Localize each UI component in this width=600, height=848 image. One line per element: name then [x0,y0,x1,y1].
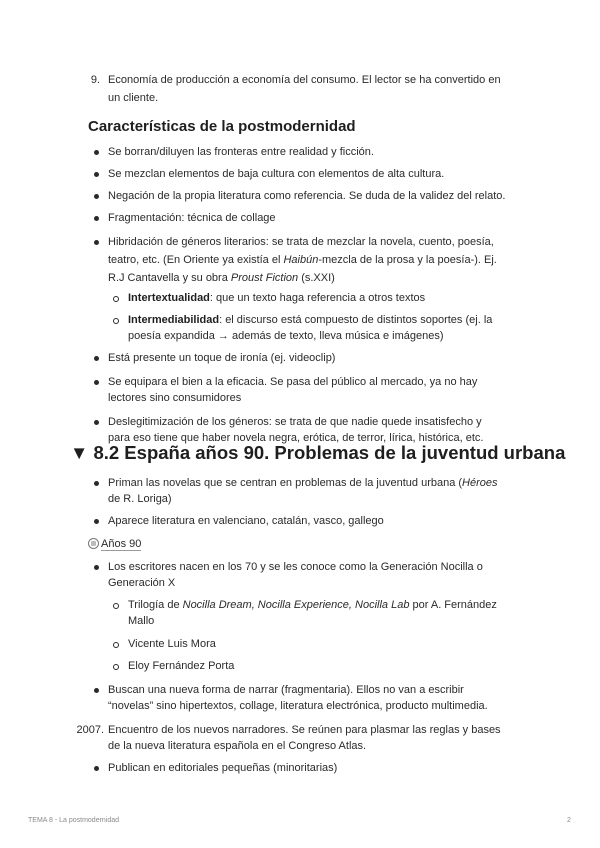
bullet-icon [94,216,99,221]
list-item: Hibridación de géneros literarios: se trata de mezclar la novela, cuento, poesía, [108,236,494,248]
bullet-icon [94,688,99,693]
sub-list-item: Intertextualidad: que un texto haga referencia a otros textos [128,292,426,304]
list-item-line: de R. Loriga) [108,493,172,505]
page-icon [88,538,99,549]
toggle-heading[interactable]: ▼ 8.2 España años 90. Problemas de la juventud urbana [70,442,566,463]
list-item: Se borran/diluyen las fronteras entre realidad y ficción. [108,146,374,158]
sub-list-item: Vicente Luis Mora [128,638,216,650]
list-item: Se mezclan elementos de baja cultura con elementos de alta cultura. [108,168,445,180]
sub-list-item: Eloy Fernández Porta [128,660,235,672]
bullet-icon [94,481,99,486]
section-heading: Características de la postmodernidad [88,118,356,135]
list-item-text: Economía de producción a economía del consumo. El lector se ha convertido en [108,74,501,86]
list-item-line: R.J Cantavella y su obra Proust Fiction (s.XXI) [108,272,335,284]
page-mention-link[interactable]: Años 90 [88,535,141,553]
hollow-bullet-icon [113,642,119,648]
list-item: Aparece literatura en valenciano, catalán, vasco, gallego [108,515,384,527]
bullet-icon [94,150,99,155]
list-item-text: un cliente. [108,92,159,104]
list-item: Deslegitimización de los géneros: se trata de que nadie quede insatisfecho y [108,416,482,428]
list-item-line: teatro, etc. (En Oriente ya existía el Haibún-mezcla de la prosa y la poesía-). Ej. [108,254,497,266]
list-item-line: para eso tiene que haber novela negra, erótica, de terror, lírica, histórica, etc. [108,432,484,444]
list-item-line: lectores sino consumidores [108,392,242,404]
list-item-text: Encuentro de los nuevos narradores. Se reúnen para plasmar las reglas y bases [108,724,501,736]
bullet-icon [94,565,99,570]
hollow-bullet-icon [113,603,119,609]
sub-list-item-line: Mallo [128,615,155,627]
list-item: Priman las novelas que se centran en problemas de la juventud urbana (Héroes [108,477,498,489]
bullet-icon [94,172,99,177]
bullet-icon [94,766,99,771]
toggle-triangle-icon[interactable]: ▼ [70,442,89,463]
hollow-bullet-icon [113,318,119,324]
bullet-icon [94,240,99,245]
bullet-icon [94,519,99,524]
list-item-line: “novelas” sino hipertextos, collage, literatura electrónica, producto multimedia. [108,700,488,712]
page-number: 2 [567,817,571,824]
sub-list-item: Trilogía de Nocilla Dream, Nocilla Experience, Nocilla Lab por A. Fernández [128,599,497,611]
list-item: Los escritores nacen en los 70 y se les conoce como la Generación Nocilla o [108,561,483,573]
list-item: Fragmentación: técnica de collage [108,212,276,224]
list-item: Negación de la propia literatura como referencia. Se duda de la validez del relato. [108,190,506,202]
list-item: Está presente un toque de ironía (ej. videoclip) [108,352,336,364]
list-number: 2007. [76,724,104,736]
list-number: 9. [90,74,100,86]
list-item-line: Generación X [108,577,176,589]
list-item: Buscan una nueva forma de narrar (fragmentaria). Ellos no van a escribir [108,684,464,696]
hollow-bullet-icon [113,664,119,670]
list-item: Se equipara el bien a la eficacia. Se pasa del público al mercado, ya no hay [108,376,478,388]
bullet-icon [94,194,99,199]
bullet-icon [94,420,99,425]
bullet-icon [94,356,99,361]
list-item-text: de la nueva literatura española en el Congreso Atlas. [108,740,367,752]
sub-list-item: Intermediabilidad: el discurso está compuesto de distintos soportes (ej. la [128,314,493,326]
list-item: Publican en editoriales pequeñas (minoritarias) [108,762,338,774]
sub-list-item-line: poesía expandida → además de texto, lleva música e imágenes) [128,330,444,342]
bullet-icon [94,380,99,385]
hollow-bullet-icon [113,296,119,302]
footer-title: TEMA 8 - La postmodernidad [28,817,120,824]
